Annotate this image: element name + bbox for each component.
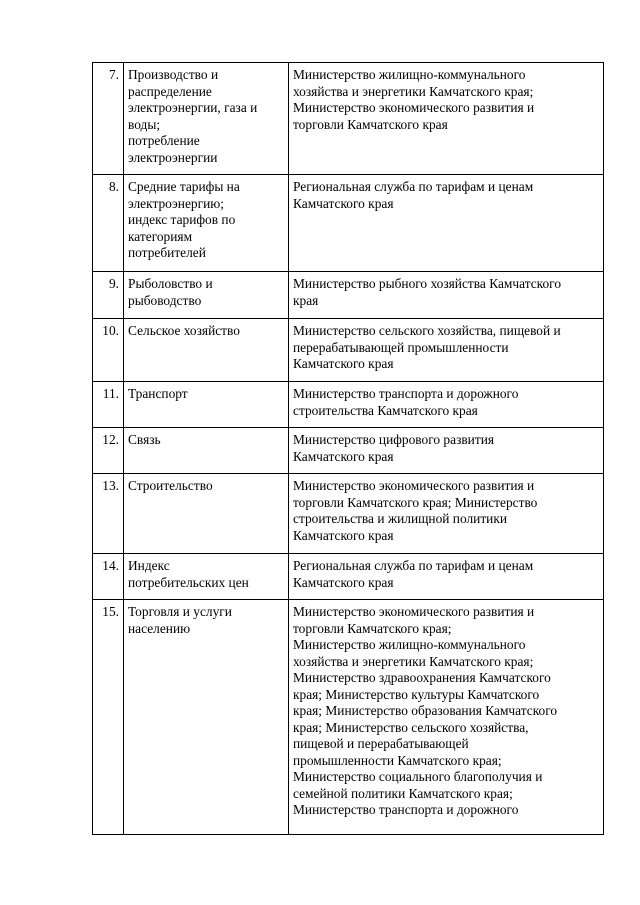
table-row [93,428,604,474]
row-number: 8. [93,175,124,272]
document-table [92,62,604,835]
indicator-cell: Индекс потребительских цен [124,554,289,600]
agency-cell: Региональная служба по тарифам и ценам Камчатского края [289,554,604,600]
indicator-cell: Производство и распределение электроэнергии, газа и воды; потребление электроэнергии [124,63,289,175]
agency-cell: Министерство экономического развития и торговли Камчатского края; Министерство жилищно-коммунального хозяйства и энергетики Камчатского края; Министерство здравоохранения Камчатского края; Министерство культуры Камчатского края; Министерство образования Камчатского края; Министерство сельского хозяйства, пищевой и перерабатывающей промышленности Камчатского края; Министерство социального благополучия и семейной политики Камчатского края; Министерство транспорта и дорожного [289,600,604,835]
indicator-cell: Рыболовство и рыбоводство [124,272,289,319]
agency-cell: Министерство сельского хозяйства, пищевой и перерабатывающей промышленности Камчатского края [289,319,604,382]
indicator-cell: Средние тарифы на электроэнергию; индекс тарифов по категориям потребителей [124,175,289,272]
row-number: 11. [93,382,124,428]
agency-cell: Министерство цифрового развития Камчатского края [289,428,604,474]
indicator-cell: Сельское хозяйство [124,319,289,382]
agency-cell: Министерство жилищно-коммунального хозяйства и энергетики Камчатского края; Министерство экономического развития и торговли Камчатского края [289,63,604,175]
agency-cell: Региональная служба по тарифам и ценам Камчатского края [289,175,604,272]
table-row [93,272,604,319]
row-number: 10. [93,319,124,382]
row-number: 15. [93,600,124,835]
table-row [93,382,604,428]
row-number: 14. [93,554,124,600]
indicator-cell: Торговля и услуги населению [124,600,289,835]
indicator-cell: Транспорт [124,382,289,428]
table-row [93,175,604,272]
indicator-cell: Строительство [124,474,289,554]
agency-cell: Министерство рыбного хозяйства Камчатского края [289,272,604,319]
row-number: 7. [93,63,124,175]
agency-cell: Министерство транспорта и дорожного строительства Камчатского края [289,382,604,428]
table-row [93,319,604,382]
agency-cell: Министерство экономического развития и торговли Камчатского края; Министерство строительства и жилищной политики Камчатского края [289,474,604,554]
row-number: 13. [93,474,124,554]
indicator-cell: Связь [124,428,289,474]
row-number: 9. [93,272,124,319]
table-row [93,474,604,554]
table-row [93,63,604,175]
row-number: 12. [93,428,124,474]
table-row [93,554,604,600]
table-row [93,600,604,835]
